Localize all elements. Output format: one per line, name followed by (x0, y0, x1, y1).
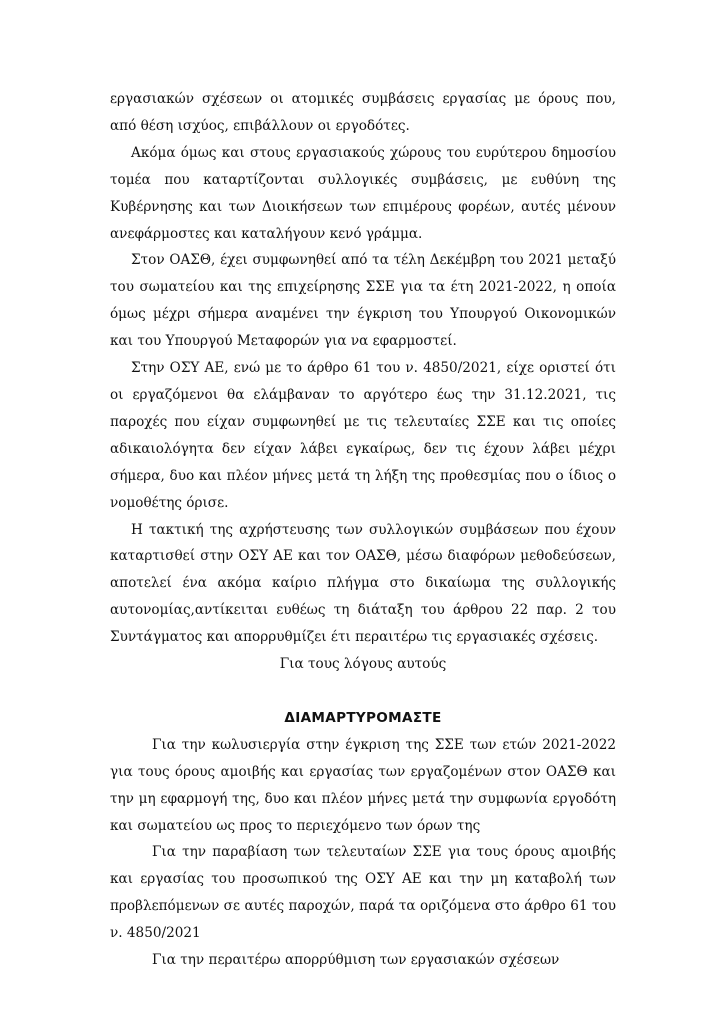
section-spacer (110, 678, 616, 705)
protest-heading: ΔΙΑΜΑΡΤΥΡΟΜΑΣΤΕ (284, 709, 442, 726)
protest-item-osy: Για την παραβίαση των τελευταίων ΣΣΕ για τους όρους αμοιβής και εργασίας του προσωπικού της ΟΣΥ ΑΕ και την μη καταβολή των προβλεπόμενων σε αυτές παροχών, παρά τα οριζόμενα στο άρθρο 61 του ν. 4850/2021 (110, 844, 616, 942)
paragraph-tactics: Η τακτική της αχρήστευσης των συλλογικών συμβάσεων που έχουν καταρτισθεί στην ΟΣΥ ΑΕ και τον ΟΑΣΘ, μέσω διαφόρων μεθοδεύσεων, αποτελεί ένα ακόμα καίριο πλήγμα στο δικαίωμα της συλλογικής αυτονομίας,αντίκειται ευθέως τη διάταξη του άρθρου 22 παρ. 2 του Συντάγματος και απορρυθμίζει έτι περαιτέρω τις εργασιακές σχέσεις. (110, 521, 616, 646)
paragraph-public-sector: Ακόμα όμως και στους εργασιακούς χώρους του ευρύτερου δημοσίου τομέα που καταρτίζονται συλλογικές συμβάσεις, με ευθύνη της Κυβέρνησης και των Διοικήσεων των επιμέρους φορέων, αυτές μένουν ανεφάρμοστες και καταλήγουν κενό γράμμα. (110, 144, 616, 242)
paragraph-osy: Στην ΟΣΥ ΑΕ, ενώ με το άρθρο 61 του ν. 4850/2021, είχε οριστεί ότι οι εργαζόμενοι θα ελάμβαναν το αργότερο έως την 31.12.2021, τις παροχές που είχαν συμφωνηθεί με τις τελευταίες ΣΣΕ και τις οποίες αδικαιολόγητα δεν είχαν λάβει εγκαίρως, δεν τις έχουν λάβει μέχρι σήμερα, δυο και πλέον μήνες μετά τη λήξη της προθεσμίας που ο ίδιος ο νομοθέτης όρισε. (110, 360, 616, 511)
protest-item-oasth: Για την κωλυσιεργία στην έγκριση της ΣΣΕ των ετών 2021-2022 για τους όρους αμοιβής και εργασίας των εργαζομένων στον ΟΑΣΘ και την μη εφαρμογή της, δυο και πλέον μήνες μετά την συμφωνία εργοδότη και σωματείου ως προς το περιεχόμενο των όρων της (110, 736, 616, 834)
closing-line: Για τους λόγους αυτούς (279, 656, 447, 673)
paragraph-oasth: Στον ΟΑΣΘ, έχει συμφωνηθεί από τα τέλη Δεκέμβρη του 2021 μεταξύ του σωματείου και της επιχείρησης ΣΣΕ για τα έτη 2021-2022, η οποία όμως μέχρι σήμερα αναμένει την έγκριση του Υπουργού Οικονομικών και του Υπουργού Μεταφορών για να εφαρμοστεί. (110, 252, 616, 350)
document-body (110, 86, 616, 974)
protest-item-deregulation: Για την περαιτέρω απορρύθμιση των εργασιακών σχέσεων (152, 952, 560, 969)
paragraph-continuation: εργασιακών σχέσεων οι ατομικές συμβάσεις εργασίας με όρους που, από θέση ισχύος, επιβάλλουν οι εργοδότες. (110, 91, 616, 134)
